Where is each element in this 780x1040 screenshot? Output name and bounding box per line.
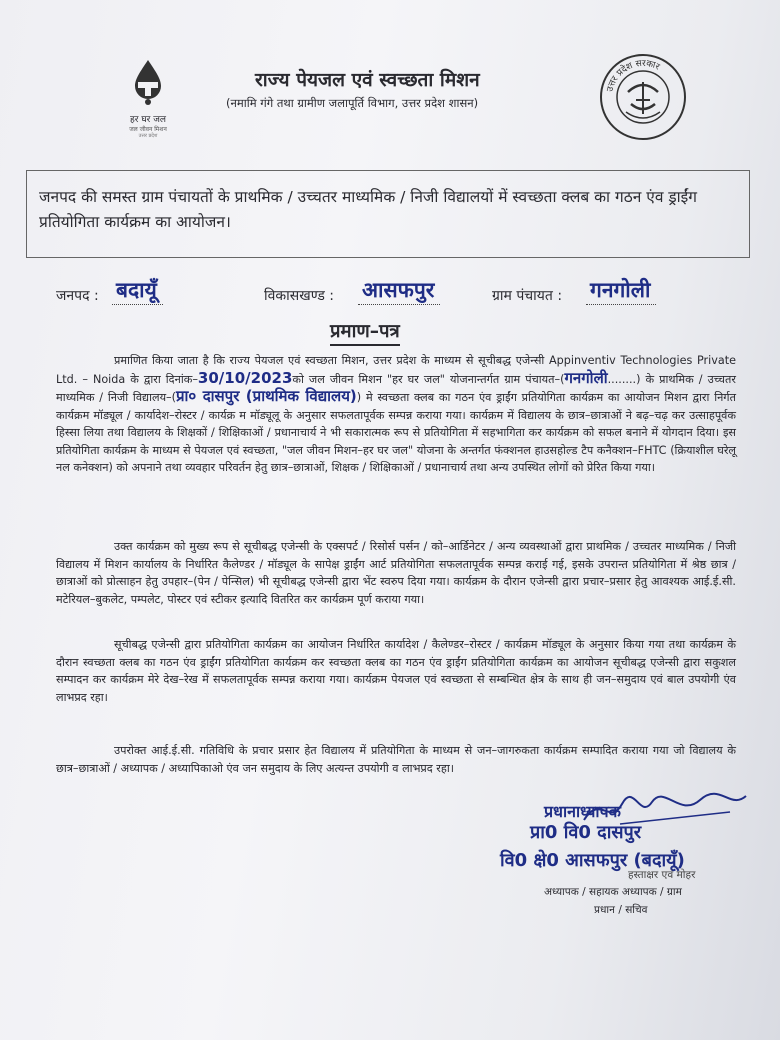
paragraph-2-text: उक्त कार्यक्रम को मुख्य रूप से सूचीबद्ध एजेन्सी के एक्सपर्ट / रिसोर्स पर्सन / को–आर्डिनेटर / अन्य व्यवस्थाओं द्वारा प्राथमिक / उच्चतर माध्यमिक / निजी विद्यालय में मिशन कार्यालय के निर्धारित कैलेण्डर / मॉड्यूल के सापेक्ष ड्राईंग आर्ट प्रतियोगिता सफलतापूर्वक सम्पन्न कराई गई, इसके उपरान्त प्रतियोगिता में श्रेष्ठ छात्र / छात्राओं को प्रोत्साहन हेतु उपहार–(पेन / पेन्सिल) भी सूचीबद्ध एजेन्सी द्वारा भेंट स्वरुप दिया गया। कार्यक्रम के दौरान एजेन्सी द्वारा प्रचार–प्रसार हेतु आवश्यक आई.ई.सी. मटेरियल–बुकलेट, पम्पलेट, पोस्टर एवं स्टीकर इत्यादि वितरित कर कार्यक्रम पूर्ण कराया गया। <box>56 540 736 606</box>
location-fields <box>0 280 780 310</box>
paragraph-1 <box>56 352 736 477</box>
signature-block <box>500 790 760 920</box>
paragraph-1-a: प्रमाणित किया जाता है कि राज्य पेयजल एवं स्वच्छता मिशन, उत्तर प्रदेश के माध्यम से सूचीबद्ध एजेन्सी Appinventiv Technologies Private Ltd. – Noida के द्वारा दिनांक– <box>56 354 736 386</box>
paragraph-2 <box>56 538 736 608</box>
water-tap-icon <box>126 58 170 110</box>
signatory-role-2: प्रधान / सचिव <box>594 904 648 916</box>
seal-text: उत्तर प्रदेश सरकार <box>605 58 661 93</box>
handwritten-panchayat: गनगोली <box>564 368 608 387</box>
har-ghar-jal-logo <box>108 58 188 148</box>
pradhan-stamp: प्रधानाध्यापक <box>544 802 621 821</box>
paragraph-1-c: ........) के प्राथमिक / उच्चतर माध्यमिक / निजी विद्यालय–( <box>56 372 736 404</box>
up-govt-seal-icon <box>598 52 688 142</box>
block-value: आसफपुर <box>358 276 440 305</box>
logo-text-1: हर घर जल <box>130 115 166 125</box>
signature-seal-label: हस्ताक्षर एवं मोहर <box>628 869 696 881</box>
panchayat-value: गनगोली <box>586 276 656 305</box>
handwritten-school: प्रा० दासपुर (प्राथमिक विद्यालय) <box>176 387 357 405</box>
paragraph-3 <box>56 636 736 706</box>
document-title: प्रमाण–पत्र <box>330 318 400 346</box>
district-value: बदायूँ <box>112 276 163 305</box>
block-label: विकासखण्ड : <box>264 288 335 304</box>
mission-subtitle: (नमामि गंगे तथा ग्रामीण जलापूर्ति विभाग, उत्तर प्रदेश शासन) <box>226 96 479 110</box>
school-stamp-line-2: वि0 क्षे0 आसफपुर (बदायूँ) <box>500 850 685 871</box>
paragraph-1-b: को जल जीवन मिशन "हर घर जल" योजनान्तर्गत ग्राम पंचायत–( <box>292 372 565 386</box>
subject-box: जनपद की समस्त ग्राम पंचायतों के प्राथमिक / उच्चतर माध्यमिक / निजी विद्यालयों में स्वच्छता क्लब का गठन एंव ड्राईंग प्रतियोगिता कार्यक्रम का आयोजन। <box>26 170 750 258</box>
school-stamp-line-1: प्रा0 वि0 दासपुर <box>530 822 642 843</box>
logo-text-2: जल जीवन मिशन <box>129 126 167 133</box>
paragraph-1-d: ) मे स्वच्छता क्लब का गठन एंव ड्राईंग प्रतियोगिता कार्यक्रम का आयोजन मिशन द्वारा निर्गत कार्यक्रम मॉड्यूल / कार्यादेश–रोस्टर / कार्यक्र म मॉड्यूलू के अनुसार सफलतापूर्वक सम्पन्न कराया गया। कार्यक्रम में विद्यालय के छात्र–छात्राओं ने बढ़–चढ़ कर उत्साहपूर्वक हिस्सा लिया तथा विद्यालय के शिक्षकों / शिक्षिकाओं / प्रधानाचार्य ने भी सकारात्मक रूप से प्रतियोगिता में सहभागिता कर कार्यक्रम को सफल बनाने में योगदान दिया। इस प्रतियोगिता कार्यक्रम के माध्यम से पेयजल एवं स्वच्छता, "जल जीवन मिशन–हर घर जल" योजना के अन्तर्गत फंक्शनल हाउसहोल्ड टैप कनैक्शन–FHTC (क्रियाशील घरेलू नल कनेक्शन) को अपनाने तथा व्यवहार परिवर्तन हेतु छात्र–छात्राओं, शिक्षक / शिक्षिकाओं / प्रधानाचार्य तथा अन्य उपस्थित लोगों को प्रेरित किया गया। <box>56 391 736 474</box>
signatory-role-1: अध्यापक / सहायक अध्यापक / ग्राम <box>544 886 682 898</box>
panchayat-label: ग्राम पंचायत : <box>492 288 563 304</box>
paragraph-4-text: उपरोक्त आई.ई.सी. गतिविधि के प्रचार प्रसार हेत विद्यालय में प्रतियोगिता के माध्यम से जन–जागरुकता कार्यक्रम सम्पादित कराया गया जो विद्यालय के छात्र–छात्राओं / अध्यापक / अध्यापिकाओ एंव जन समुदाय के लिए अत्यन्त उपयोगी व लाभप्रद रहा। <box>56 744 736 775</box>
paragraph-3-text: सूचीबद्ध एजेन्सी द्वारा प्रतियोगिता कार्यक्रम का आयोजन निर्धारित कार्यादेश / कैलेण्डर–रोस्टर / कार्यक्रम मॉड्यूल के अनुसार किया गया तथा कार्यक्रम के दौरान स्वच्छता क्लब का गठन एंव ड्राईंग प्रतियोगिता कार्यक्रम कर स्वच्छता क्लब का गठन एंव ड्राईंग प्रतियोगिता कार्यक्रम का आयोजन सूचीबद्ध एजेन्सी द्वारा सकुशल सम्पादन कर कार्यक्रम मेरे देख–रेख में सफलतापूर्वक सम्पन्न कराया गया। कार्यक्रम पेयजल एवं स्वच्छता से सम्बन्धित क्षेत्र के साथ ही जन–समुदाय एवं बाल उपयोगी एंव लाभप्रद रहा। <box>56 638 736 704</box>
mission-title: राज्य पेयजल एवं स्वच्छता मिशन <box>255 69 480 91</box>
district-label: जनपद : <box>56 288 99 304</box>
handwritten-date: 30/10/2023 <box>197 368 293 387</box>
paragraph-4 <box>56 742 736 777</box>
logo-text-3: उत्तर प्रदेश <box>138 133 158 139</box>
